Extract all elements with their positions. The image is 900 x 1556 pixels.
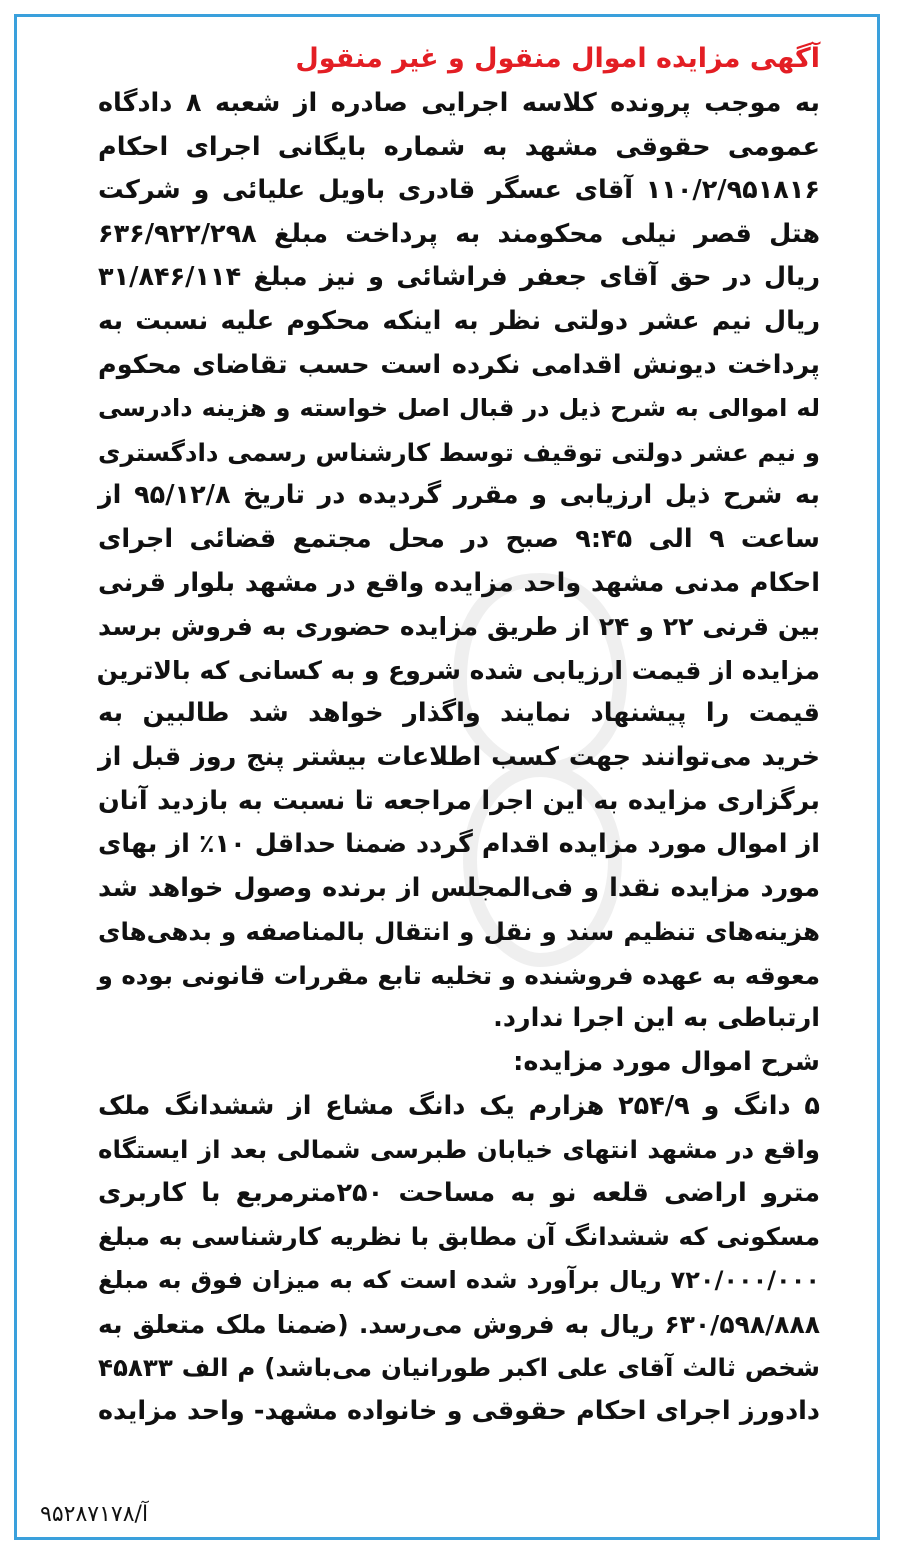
body-line: ریال نیم عشر دولتی نظر به اینکه محکوم علیه نسبت به [98,305,820,336]
body-line: از اموال مورد مزایده اقدام گردد ضمنا حداقل ۱۰٪ از بهای [98,829,820,860]
body-line: مزایده از قیمت ارزیابی شده شروع و به کسانی که بالاترین [96,655,820,685]
notice-code: آ/۹۵۲۸۷۱۷۸ [40,1502,149,1527]
section-line: واقع در مشهد انتهای خیابان طبرسی شمالی بعد از ایستگاه [98,1135,820,1165]
section-line: مترو اراضی قلعه نو به مساحت ۲۵۰مترمربع با کاربری [98,1177,820,1208]
section-line: ۶۳۰/۵۹۸/۸۸۸ ریال به فروش می‌رسد. (ضمنا ملک متعلق به [98,1309,820,1339]
section-line: دادورز اجرای احکام حقوقی و خانواده مشهد- واحد مزایده [98,1395,820,1426]
section-line: شخص ثالث آقای علی اکبر طورانیان می‌باشد) م الف ۴۵۸۳۳ [98,1353,820,1383]
notice-title: آگهی مزایده اموال منقول و غیر منقول [295,43,820,74]
body-line: ارتباطی به این اجرا ندارد. [493,1003,820,1034]
body-line: مورد مزایده نقدا و فی‌المجلس از برنده وصول خواهد شد [98,872,820,903]
body-line: و نیم عشر دولتی توقیف توسط کارشناس رسمی دادگستری [98,437,820,467]
body-line: هزینه‌های تنظیم سند و نقل و انتقال بالمناصفه و بدهی‌های [98,917,820,947]
section-line: ۵ دانگ و ۲۵۴/۹ هزارم یک دانگ مشاع از ششدانگ ملک [98,1090,820,1121]
body-line: پرداخت دیونش اقدامی نکرده است حسب تقاضای محکوم [98,349,820,380]
body-line: له اموالی به شرح ذیل در قبال اصل خواسته و هزینه دادرسی [98,394,820,423]
body-line: ۱۱۰/۲/۹۵۱۸۱۶ آقای عسگر قادری باویل علیائی و شرکت [98,175,820,206]
section-heading: شرح اموال مورد مزایده: [513,1047,820,1078]
section-line: ۷۲۰/۰۰۰/۰۰۰ ریال برآورد شده است که به میزان فوق به مبلغ [98,1266,820,1295]
section-line: مسکونی که ششدانگ آن مطابق با نظریه کارشناسی به مبلغ [98,1222,820,1252]
body-line: هتل قصر نیلی محکومند به پرداخت مبلغ ۶۳۶/۹۲۲/۲۹۸ [98,218,820,249]
notice-content [98,36,820,1433]
body-line: برگزاری مزایده به این اجرا مراجعه تا نسبت به بازدید آنان [98,785,820,816]
body-line: به موجب پرونده کلاسه اجرایی صادره از شعبه ۸ دادگاه [98,88,821,118]
body-line: خرید می‌توانند جهت کسب اطلاعات بیشتر پنج روز قبل از [98,741,820,772]
body-line: احکام مدنی مشهد واحد مزایده واقع در مشهد بلوار قرنی [98,567,820,598]
body-line: ریال در حق آقای جعفر فراشائی و نیز مبلغ ۳۱/۸۴۶/۱۱۴ [98,262,820,293]
body-line: ساعت ۹ الی ۹:۴۵ صبح در محل مجتمع قضائی اجرای [98,523,820,554]
notice-body [98,82,820,1041]
property-description [98,1085,820,1434]
body-line: قیمت را پیشنهاد نمایند واگذار خواهد شد طالبین به [98,698,820,729]
body-line: معوقه به عهده فروشنده و تخلیه تابع مقررات قانونی بوده و [97,960,820,990]
body-line: عمومی حقوقی مشهد به شماره بایگانی اجرای احکام [98,131,820,162]
body-line: بین قرنی ۲۲ و ۲۴ از طریق مزایده حضوری به فروش برسد [98,612,820,642]
body-line: به شرح ذیل ارزیابی و مقرر گردیده در تاریخ ۹۵/۱۲/۸ از [98,480,820,511]
